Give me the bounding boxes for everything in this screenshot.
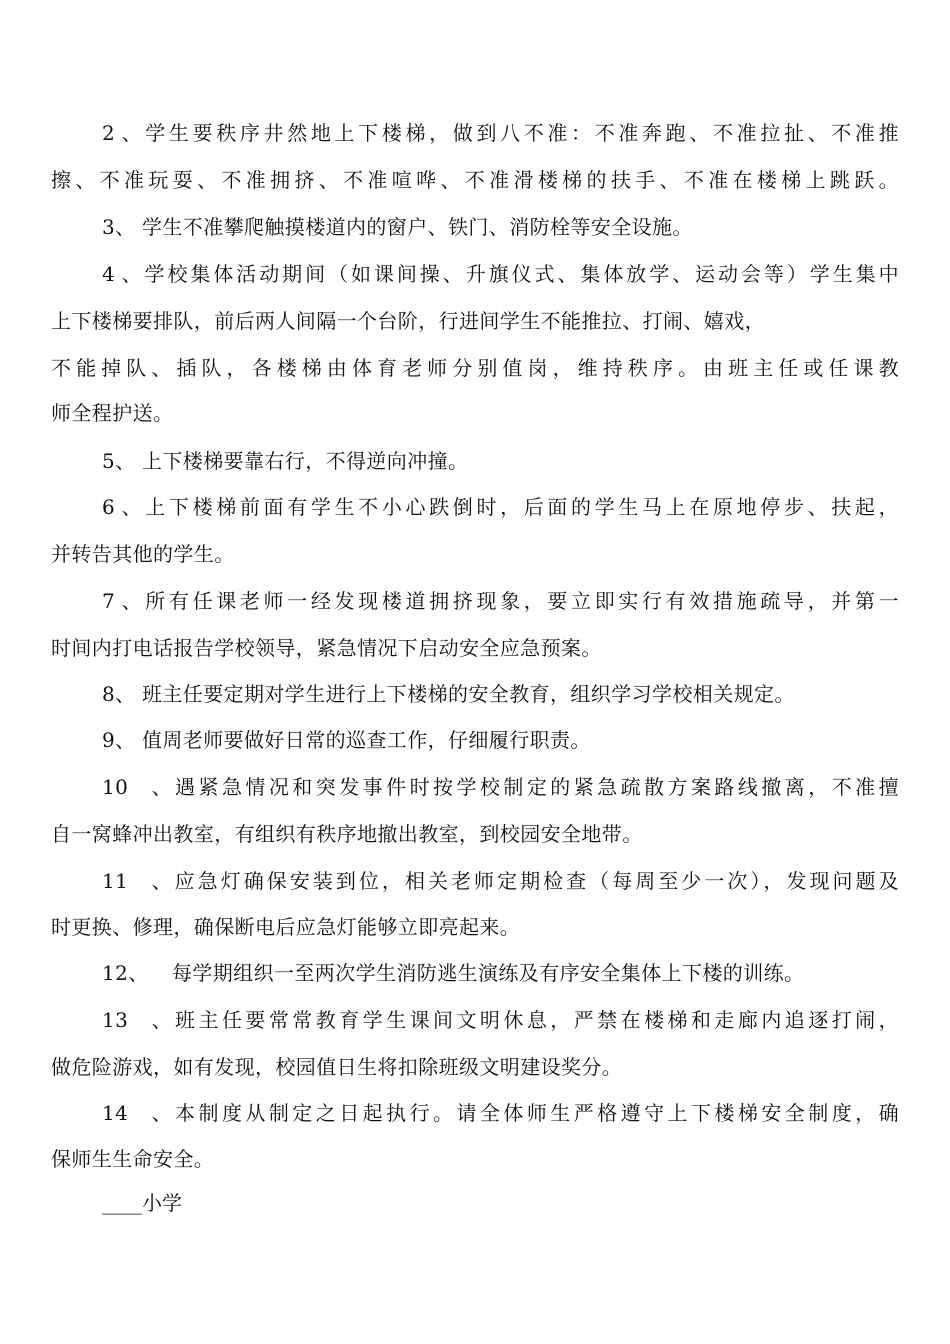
rule-7-line-2: 时间内打电话报告学校领导，紧急情况下启动安全应急预案。 [51, 636, 602, 660]
rule-4-line-2: 上下楼梯要排队，前后两人间隔一个台阶，行进间学生不能推拉、打闹、嬉戏， [51, 309, 765, 333]
rule-number: 12、 [102, 961, 149, 985]
rule-number: 10、 [102, 775, 172, 799]
rule-10-line-1 [102, 772, 899, 802]
rule-11-line-2: 时更换、修理，确保断电后应急灯能够立即亮起来。 [51, 915, 521, 939]
rule-text: 上下楼梯前面有学生不小心跌倒时，后面的学生马上在原地停步、扶起， [142, 495, 899, 519]
rule-6-line-1 [102, 492, 899, 522]
rule-number: 4、 [102, 262, 142, 286]
rule-number: 5、 [102, 449, 136, 473]
rule-text: 遇紧急情况和突发事件时按学校制定的紧急疏散方案路线撤离，不准擅 [172, 775, 899, 799]
rule-4-line-3: 不能掉队、插队，各楼梯由体育老师分别值岗，维持秩序。由班主任或任课教 [51, 356, 899, 380]
rule-number: 9、 [102, 728, 136, 752]
rule-9-line-1 [102, 725, 899, 755]
rule-number: 6、 [102, 495, 142, 519]
rule-text: 值周老师要做好日常的巡查工作，仔细履行职责。 [142, 728, 591, 752]
rule-text: 学校集体活动期间（如课间操、升旗仪式、集体放学、运动会等）学生集中 [142, 262, 899, 286]
rule-2-line-2: 擦、不准玩耍、不准拥挤、不准喧哗、不准滑楼梯的扶手、不准在楼梯上跳跃。 [51, 168, 899, 192]
rule-14-line-2: 保师生生命安全。 [51, 1147, 215, 1171]
rule-6-line-2: 并转告其他的学生。 [51, 542, 235, 566]
rule-number: 7、 [102, 589, 142, 613]
rule-number: 13、 [102, 1008, 172, 1032]
rule-text: 上下楼梯要靠右行，不得逆向冲撞。 [142, 449, 469, 473]
rule-text: 班主任要常常教育学生课间文明休息，严禁在楼梯和走廊内追逐打闹， [172, 1008, 899, 1032]
rule-8-line-1 [102, 679, 899, 709]
rule-3-line-1 [102, 212, 899, 242]
rule-2-line-1 [102, 118, 899, 148]
rule-10-line-2: 自一窝蜂冲出教室，有组织有秩序地撤出教室，到校园安全地带。 [51, 822, 643, 846]
rule-12-line-1 [102, 958, 899, 988]
rule-14-line-1 [102, 1098, 899, 1128]
rule-13-line-1 [102, 1005, 899, 1035]
rule-number: 2、 [102, 121, 142, 145]
rule-text: 本制度从制定之日起执行。请全体师生严格遵守上下楼梯安全制度，确 [172, 1101, 899, 1125]
rule-text: 每学期组织一至两次学生消防逃生演练及有序安全集体上下楼的训练。 [172, 961, 805, 985]
school-signature: ____小学 [102, 1191, 182, 1215]
rule-number: 11、 [102, 869, 172, 893]
rule-text: 班主任要定期对学生进行上下楼梯的安全教育，组织学习学校相关规定。 [142, 682, 795, 706]
rule-7-line-1 [102, 586, 899, 616]
rule-text: 学生不准攀爬触摸楼道内的窗户、铁门、消防栓等安全设施。 [142, 215, 693, 239]
rule-number: 8、 [102, 682, 136, 706]
rule-4-line-4: 师全程护送。 [51, 401, 174, 425]
rule-text: 学生要秩序井然地上下楼梯，做到八不准：不准奔跑、不准拉扯、不准推 [142, 121, 899, 145]
rule-5-line-1 [102, 446, 899, 476]
rule-4-line-1 [102, 259, 899, 289]
rule-13-line-2: 做危险游戏，如有发现，校园值日生将扣除班级文明建设奖分。 [51, 1055, 623, 1079]
rule-11-line-1 [102, 866, 899, 896]
rule-text: 所有任课老师一经发现楼道拥挤现象，要立即实行有效措施疏导，并第一 [142, 589, 899, 613]
rule-text: 应急灯确保安装到位，相关老师定期检查（每周至少一次），发现问题及 [172, 869, 899, 893]
rule-number: 14、 [102, 1101, 172, 1125]
rule-number: 3、 [102, 215, 136, 239]
